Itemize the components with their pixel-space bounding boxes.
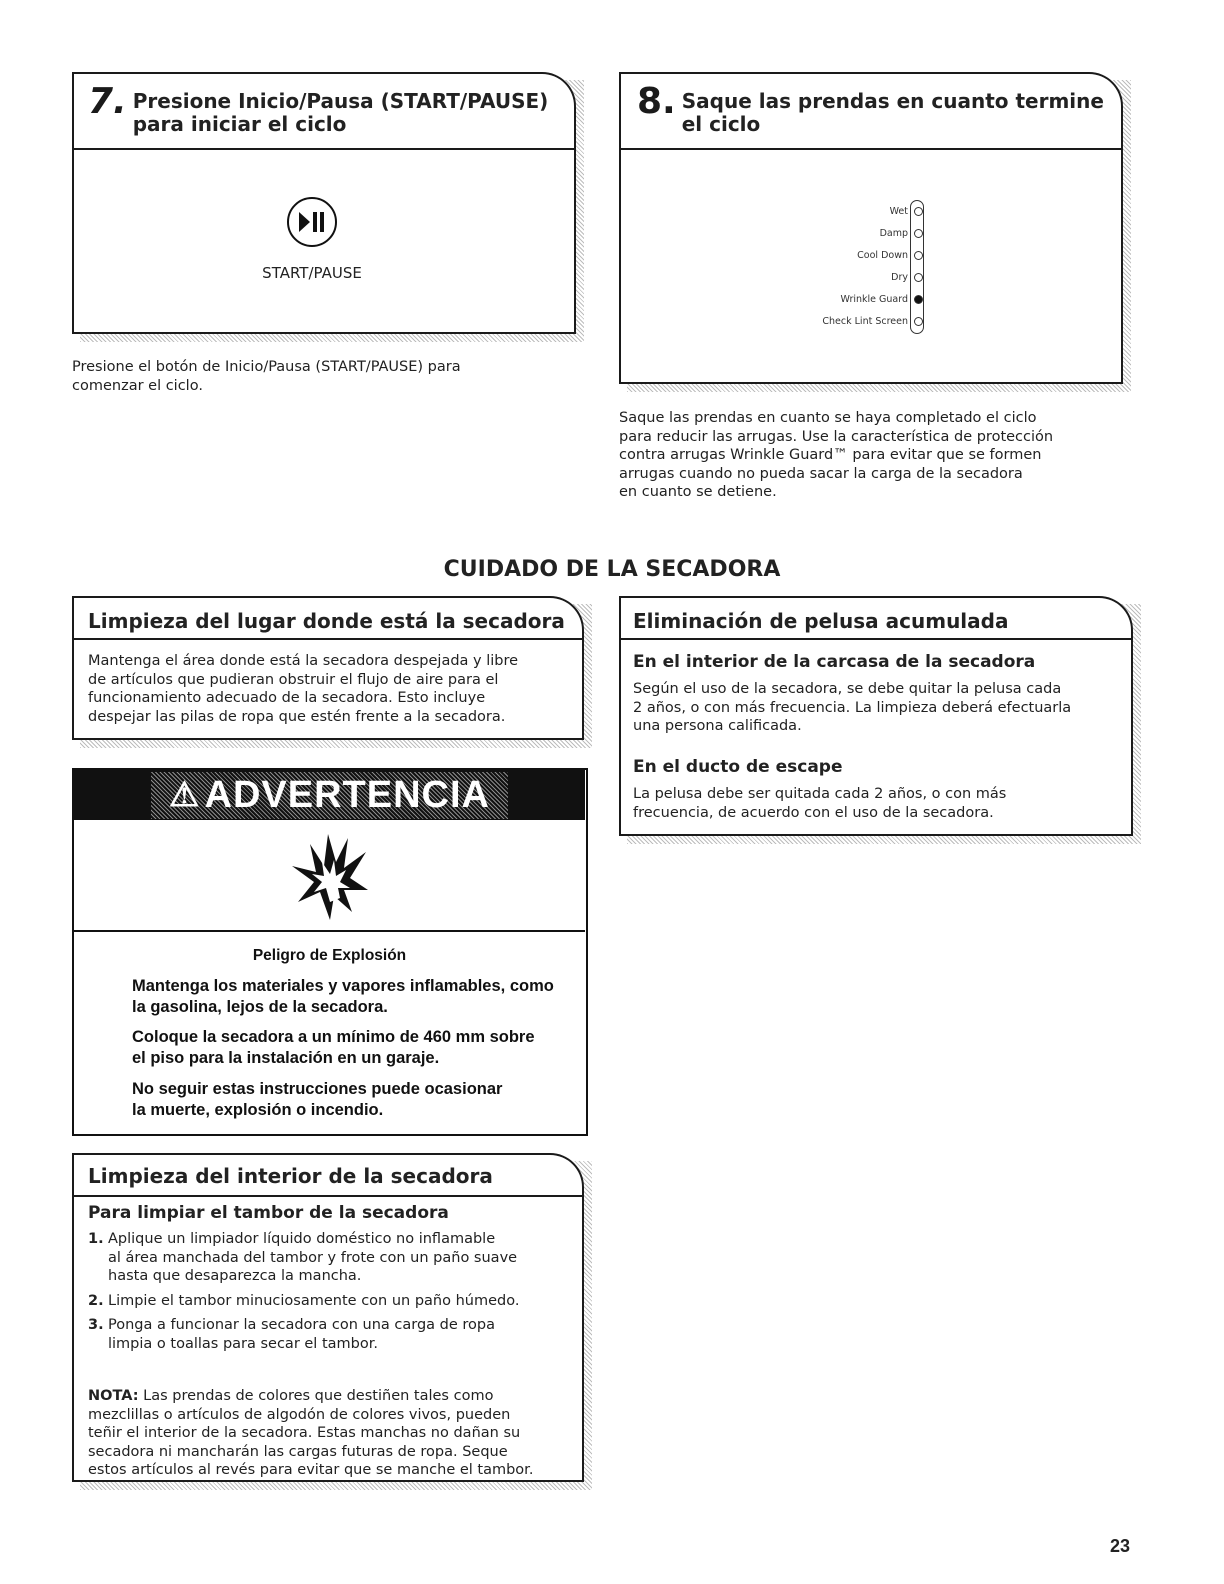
warning-para2: Coloque la secadora a un mínimo de 460 mm sobre el piso para la instalación en un garaje. [132,1028,535,1067]
list-item: 1. Aplique un limpiador líquido doméstico no inflamable al área manchada del tambor y frote con un paño suave hasta que desaparezca la mancha. [88,1231,518,1285]
list-item: 3. Ponga a funcionar la secadora con una carga de ropa limpia o toallas para secar el tambor. [88,1317,495,1352]
note-label: NOTA: [88,1388,139,1404]
lint-sub2: En el ducto de escape [633,757,843,777]
warning-triangle-icon: ⚠ [169,776,201,814]
play-pause-glyph-icon [297,210,327,234]
lint-sub2-text: La pelusa debe ser quitada cada 2 años, o con más frecuencia, de acuerdo con el uso de la secadora. [633,786,1007,821]
indicator-cool-down: Cool Down [771,244,923,266]
step8-panel [619,148,1123,384]
location-title: Limpieza del lugar donde está la secadora [88,609,565,633]
step7-header [72,72,576,150]
warning-para1: Mantenga los materiales y vapores inflamables, como la gasolina, lejos de la secadora. [132,977,554,1016]
step8-header [619,72,1123,150]
lint-header [619,596,1133,640]
indicator-bracket [910,200,924,334]
interior-header [72,1153,584,1197]
location-header [72,596,584,640]
step8-title-line1: Saque las prendas en cuanto termine [681,89,1104,113]
interior-note: NOTA: Las prendas de colores que destiñen tales como mezclillas o artículos de algodón de colores vivos, pueden teñir el interior de la secadora. Estas manchas no dañan su secadora ni mancharán las cargas futuras de ropa. Seque estos artículos al revés para evitar que se manche el tambor. [88,1388,534,1479]
section-title: CUIDADO DE LA SECADORA [443,557,781,582]
warning-hazard: Peligro de Explosión [252,947,407,964]
lint-title: Eliminación de pelusa acumulada [633,609,1009,633]
interior-steps [88,1230,578,1359]
indicator-wrinkle-guard: Wrinkle Guard [771,288,923,310]
step8-title-line2: el ciclo [681,112,761,136]
step7-panel [72,148,576,334]
page-number: 23 [1110,1536,1131,1556]
indicator-wet: Wet [771,200,923,222]
lint-sub1: En el interior de la carcasa de la secadora [633,652,1036,672]
lint-sub1-text: Según el uso de la secadora, se debe quitar la pelusa cada 2 años, o con más frecuencia. La limpieza deberá efectuarla una persona calificada. [633,681,1072,735]
step7-title-line2: para iniciar el ciclo [132,112,347,136]
warning-symbol-area [74,820,585,932]
warning-box [72,768,588,1136]
step7-title-line1: Presione Inicio/Pausa (START/PAUSE) [132,89,549,113]
indicator-damp: Damp [771,222,923,244]
warning-para3: No seguir estas instrucciones puede ocasionar la muerte, explosión o incendio. [132,1080,503,1119]
warning-title: ADVERTENCIA [204,773,490,816]
interior-panel [72,1195,584,1482]
cycle-status-indicators [771,200,923,332]
step8-number: 8. [637,81,676,122]
lint-panel [619,638,1133,836]
explosion-icon [290,830,370,922]
interior-title: Limpieza del interior de la secadora [88,1164,493,1188]
start-pause-label: START/PAUSE [262,264,362,282]
indicator-check-lint-screen: Check Lint Screen [771,310,923,332]
step8-caption: Saque las prendas en cuanto se haya completado el ciclo para reducir las arrugas. Use la característica de protección contra arrugas Wrinkle Guard™ para evitar que se formen arrugas cuando no pueda sacar la carga de la secadora en cuanto se detiene. [619,410,1054,501]
warning-band [74,770,585,820]
step7-number: 7. [88,81,127,122]
start-pause-icon [287,197,337,247]
list-item: 2. Limpie el tambor minuciosamente con un paño húmedo. [88,1292,520,1309]
step7-caption: Presione el botón de Inicio/Pausa (START/PAUSE) para comenzar el ciclo. [72,359,461,394]
indicator-dry: Dry [771,266,923,288]
interior-subtitle: Para limpiar el tambor de la secadora [88,1203,449,1223]
location-panel: Mantenga el área donde está la secadora despejada y libre de artículos que pudieran obstruir el flujo de aire para el funcionamiento adecuado de la secadora. Esto incluye despejar las pilas de ropa que estén frente a la secadora. [72,638,584,740]
